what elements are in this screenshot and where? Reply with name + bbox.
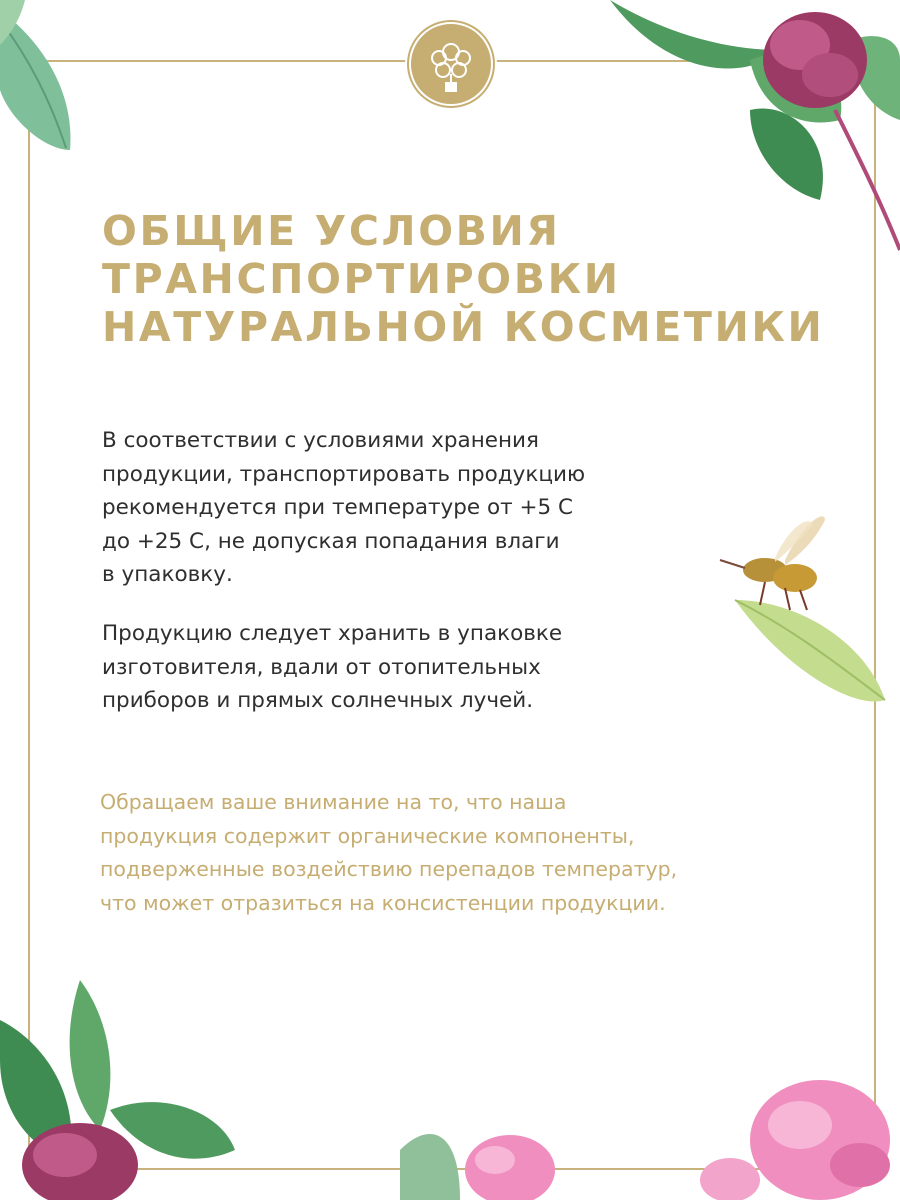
text-line: в упаковку. xyxy=(102,562,233,587)
title-line: ТРАНСПОРТИРОВКИ xyxy=(102,255,621,303)
title-line: ОБЩИЕ УСЛОВИЯ xyxy=(102,207,561,255)
text-line: Продукцию следует хранить в упаковке xyxy=(102,621,563,646)
organic-components-note xyxy=(100,786,800,920)
text-line: В соответствии с условиями хранения xyxy=(102,428,539,453)
bee-on-leaf xyxy=(715,510,900,740)
leaf-top-left xyxy=(0,0,90,170)
text-line: продукции, транспортировать продукцию xyxy=(102,461,586,487)
page-title xyxy=(102,207,842,351)
note-line: что может отразиться на консистенции продукции. xyxy=(100,890,666,915)
flowers-bottom-left xyxy=(0,980,260,1200)
storage-conditions-paragraph xyxy=(102,617,742,718)
note-line: продукция содержит органические компоненты, xyxy=(100,823,635,848)
text-line: изготовителя, вдали от отопительных xyxy=(102,654,541,680)
pink-flowers-bottom-right xyxy=(400,1070,900,1200)
note-line: подверженные воздействию перепадов температур, xyxy=(100,857,678,881)
title-line: НАТУРАЛЬНОЙ КОСМЕТИКИ xyxy=(102,303,825,351)
text-line: приборов и прямых солнечных лучей. xyxy=(102,688,534,713)
tree-icon xyxy=(405,18,497,110)
brand-logo xyxy=(405,18,497,110)
transport-conditions-paragraph xyxy=(102,424,742,592)
text-line: до +25 С, не допуская попадания влаги xyxy=(102,528,560,554)
note-line: Обращаем ваше внимание на то, что наша xyxy=(100,790,567,814)
text-line: рекомендуется при температуре от +5 С xyxy=(102,495,574,520)
